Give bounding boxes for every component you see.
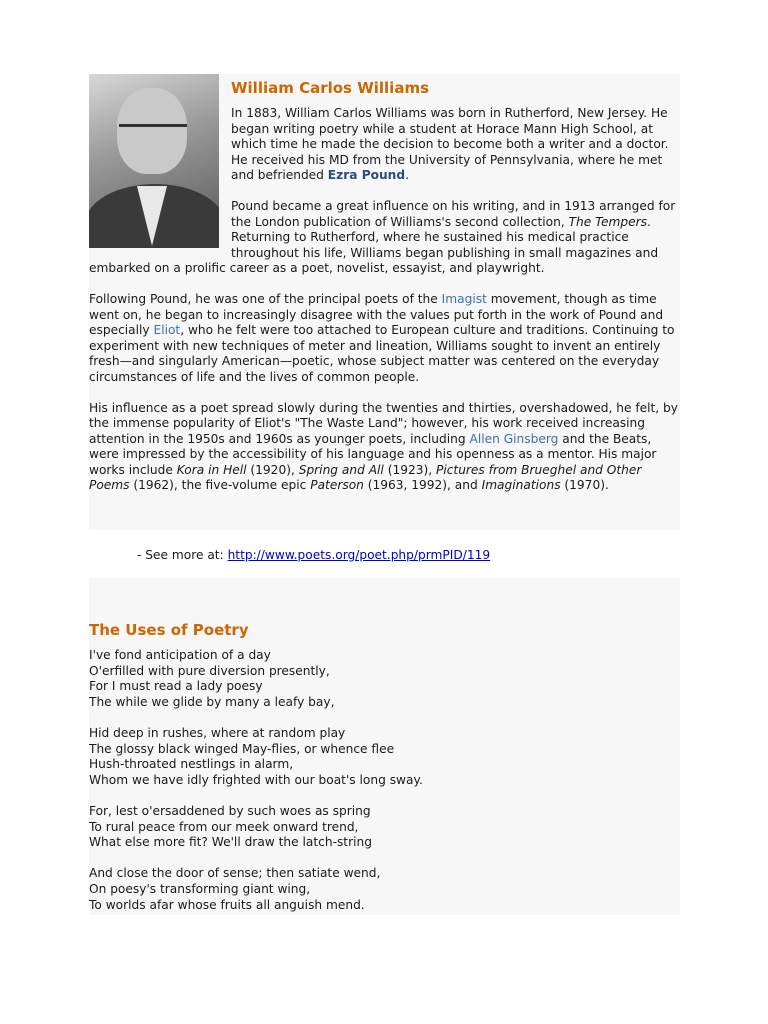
bio-paragraph-1: In 1883, William Carlos Williams was born in Rutherford, New Jersey. He began writing poetry while a student at Horace Mann High School, at which time he made the decision to become both a writer and a doctor. He received his MD from the University of Pennsylvania, where he met and befriended Ezra Pound. xyxy=(231,106,669,183)
poem-title: The Uses of Poetry xyxy=(89,621,249,639)
stanza-1: I've fond anticipation of a day O'erfilled with pure diversion presently, For I must read a lady poesy The while we glide by many a leafy bay, xyxy=(89,648,335,709)
ezra-pound-link[interactable]: Ezra Pound xyxy=(327,168,406,183)
author-portrait xyxy=(89,74,219,248)
see-more-line: - See more at: http://www.poets.org/poet.php/prmPID/119 xyxy=(137,548,491,562)
imagist-link[interactable]: Imagist xyxy=(441,291,487,306)
eliot-link[interactable]: Eliot xyxy=(153,323,181,338)
bio-paragraph-2: Pound became a great influence on his writing, and in 1913 arranged for the London publication of Williams's second collection, The Tempers. Returning to Rutherford, where he sustained his medical practice throughout his life, Williams began publishing in small magazines and embarked on a prolific career as a poet, novelist, essayist, and playwright. xyxy=(89,198,676,276)
bio-paragraph-4: His influence as a poet spread slowly during the twenties and thirties, overshadowed, he felt, by the immense popularity of Eliot's "The Waste Land"; however, his work received increasing attention in the 1950s and 1960s as younger poets, including Allen Ginsberg and the Beats, were impressed by the accessibility of his language and his openness as a mentor. His major works include Kora in Hell (1920), Spring and All (1923), Pictures from Brueghel and Other Poems (1962), the five-volume epic Paterson (1963, 1992), and Imaginations (1970). xyxy=(89,400,678,493)
bio-paragraph-3: Following Pound, he was one of the principal poets of the Imagist movement, though as time went on, he began to increasingly disagree with the values put forth in the work of Pound and especially Eliot, who he felt were too attached to European culture and traditions. Continuing to experiment with new techniques of meter and lineation, Williams sought to invent an entirely fresh—and singularly American—poetic, whose subject matter was centered on the everyday circumstances of life and the lives of common people. xyxy=(89,291,675,384)
source-url-link[interactable]: http://www.poets.org/poet.php/prmPID/119 xyxy=(227,548,491,562)
author-name-heading: William Carlos Williams xyxy=(231,79,430,97)
biography-section xyxy=(89,74,680,530)
poem-section xyxy=(89,578,680,915)
stanza-2: Hid deep in rushes, where at random play The glossy black winged May-flies, or whence flee Hush-throated nestlings in alarm, Whom we have idly frighted with our boat's long sway. xyxy=(89,725,423,787)
allen-ginsberg-link[interactable]: Allen Ginsberg xyxy=(469,431,559,446)
stanza-4: And close the door of sense; then satiate wend, On poesy's transforming giant wing, To worlds afar whose fruits all anguish mend. xyxy=(89,866,381,912)
poem-body xyxy=(89,648,680,913)
stanza-3: For, lest o'ersaddened by such woes as spring To rural peace from our meek onward trend, What else more fit? We'll draw the latch-string xyxy=(89,803,372,850)
